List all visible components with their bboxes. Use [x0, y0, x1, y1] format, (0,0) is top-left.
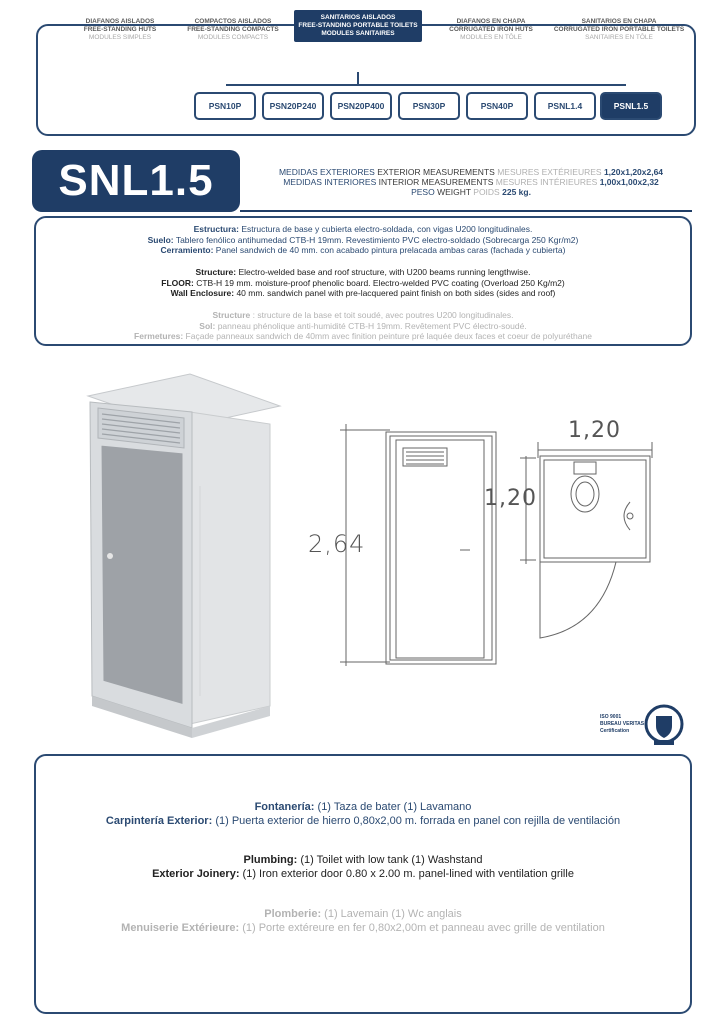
structure-es [40, 224, 686, 256]
equipment-box [34, 754, 692, 1014]
key: Exterior Joinery: [152, 868, 240, 880]
exterior-measurements [250, 167, 692, 177]
category-label-fr: SANITAIRES EN TÔLE [585, 34, 653, 41]
value: Electro-welded base and roof structure, with U200 beams running lengthwise. [236, 267, 531, 277]
bv-label: BUREAU VERITAS [600, 721, 645, 727]
key: Wall Enclosure: [170, 288, 235, 298]
cert-text [600, 714, 644, 735]
category-label-en: FREE-STANDING COMPACTS [187, 26, 279, 33]
certification-badge [596, 700, 686, 750]
key: Fontanería: [254, 801, 315, 813]
label-fr: POIDS [473, 187, 500, 197]
value: (1) Porte extéreure en fer 0,80x2,00m et panneau avec grille de ventilation [239, 922, 605, 934]
iso-label: ISO 9001 [600, 714, 622, 720]
key: Fermetures: [134, 331, 184, 341]
interior-measurements [250, 177, 692, 187]
equipment-line [40, 907, 686, 921]
value: (1) Toilet with low tank (1) Washstand [297, 854, 483, 866]
structure-line [40, 288, 686, 299]
structure-line [40, 245, 686, 256]
category-label-fr: MODULES COMPACTS [197, 34, 269, 41]
structure-line [40, 310, 686, 321]
value: CTB-H 19 mm. moisture-proof phenolic board. Electro-welded PVC coating (Overload 250 Kg/m2) [193, 277, 565, 288]
equipment-es [40, 800, 686, 828]
category-label-fr: MODULES EN TÔLE [460, 34, 522, 41]
category-corrugated-iron-huts[interactable] [429, 18, 553, 42]
label-fr: MESURES EXTÉRIEURES [497, 167, 602, 177]
key: Carpintería Exterior: [105, 815, 213, 827]
model-button-psn10p[interactable]: PSN10P [194, 92, 256, 120]
model-button-psnl14[interactable]: PSNL1.4 [534, 92, 596, 120]
structure-line [40, 235, 686, 246]
value: 1,20x1,20x2,64 [603, 167, 664, 177]
model-button-psn40p[interactable]: PSN40P [466, 92, 528, 120]
category-label-fr: MODULES SANITAIRES [321, 30, 395, 37]
key: Estructura: [193, 224, 239, 234]
product-photo [80, 366, 290, 746]
connector-line [226, 84, 626, 86]
key: Structure [212, 310, 251, 320]
value: 1,00x1,00x2,32 [599, 177, 659, 187]
value: : structure de la base et toit soudé, avec poutres U200 longitudinales. [250, 310, 514, 320]
category-label-en: CORRUGATED IRON HUTS [449, 26, 533, 33]
category-label-es: DIAFANOS EN CHAPA [456, 18, 526, 25]
equipment-line [40, 921, 686, 935]
height-dimension-label: 2,64 [308, 530, 366, 558]
equipment-line [40, 853, 686, 867]
value: (1) Taza de bater (1) Lavamano [314, 801, 472, 813]
model-title: SNL1.5 [32, 150, 240, 212]
category-label-es: SANITARIOS AISLADOS [320, 14, 396, 21]
key: Menuiserie Extérieure: [121, 922, 240, 934]
value: 225 kg. [502, 187, 531, 197]
value: Tablero fenólico antihumedad CTB-H 19mm. Revestimiento PVC electro-soldado (Sobrecarga 250 Kgr/m2) [173, 234, 579, 245]
key: FLOOR: [161, 277, 194, 288]
equipment-line [40, 800, 686, 814]
bureau-veritas-logo-icon [644, 704, 684, 746]
model-button-psn30p[interactable]: PSN30P [398, 92, 460, 120]
category-label-en: CORRUGATED IRON PORTABLE TOILETS [553, 26, 685, 33]
label-en: WEIGHT [437, 187, 471, 197]
label-es: MEDIDAS INTERIORES [283, 177, 377, 187]
value: panneau phénolique anti-humidité CTB-H 19mm. Revêtement PVC électro-soudé. [215, 320, 527, 331]
label-es: MEDIDAS EXTERIORES [278, 167, 375, 177]
label-en: INTERIOR MEASUREMENTS [378, 177, 494, 187]
value: Panel sandwich de 40 mm. con acabado pintura prelacada ambas caras (fachada y cubierta) [213, 245, 566, 255]
model-button-psn20p400[interactable]: PSN20P400 [330, 92, 392, 120]
value: (1) Iron exterior door 0.80 x 2.00 m. panel-lined with ventilation grille [239, 868, 574, 880]
model-button-psn20p240[interactable]: PSN20P240 [262, 92, 324, 120]
divider [240, 210, 692, 212]
structure-line [40, 267, 686, 278]
equipment-fr [40, 907, 686, 935]
category-label-en: FREE-STANDING HUTS [83, 26, 157, 33]
category-label-es: SANITARIOS EN CHAPA [581, 18, 657, 25]
key: Plumbing: [243, 854, 298, 866]
connector-line [357, 72, 359, 84]
key: Sol: [199, 320, 216, 331]
category-label-en: FREE-STANDING PORTABLE TOILETS [298, 22, 418, 29]
structure-line [40, 321, 686, 332]
key: Cerramiento: [160, 245, 214, 255]
label-es: PESO [411, 187, 435, 197]
category-corrugated-iron-toilets[interactable] [546, 18, 692, 42]
weight [250, 187, 692, 197]
value: (1) Lavemain (1) Wc anglais [321, 908, 462, 920]
structure-line [40, 278, 686, 289]
structure-line [40, 331, 686, 342]
value: 40 mm. sandwich panel with pre-lacquered paint finish on both sides (sides and roof) [234, 288, 556, 298]
depth-dimension-label: 1,20 [484, 486, 537, 511]
model-button-psnl15[interactable]: PSNL1.5 [600, 92, 662, 120]
value: (1) Puerta exterior de hierro 0,80x2,00 m. forrada en panel con rejilla de ventilación [212, 815, 621, 827]
equipment-en [40, 853, 686, 881]
category-label-es: DIAFANOS AISLADOS [85, 18, 155, 25]
structure-line [40, 224, 686, 235]
equipment-line [40, 867, 686, 881]
key: Structure: [195, 267, 237, 277]
category-label-fr: MODULES SIMPLES [88, 34, 152, 41]
category-free-standing-portable-toilets[interactable] [294, 10, 422, 42]
width-dimension-label: 1,20 [568, 418, 621, 443]
label-fr: MESURES INTÉRIEURES [495, 177, 598, 187]
category-label-es: COMPACTOS AISLADOS [194, 18, 272, 25]
category-free-standing-huts[interactable] [58, 18, 182, 42]
structure-en [40, 267, 686, 299]
label-en: EXTERIOR MEASUREMENTS [377, 167, 495, 177]
category-free-standing-compacts[interactable] [171, 18, 295, 42]
key: Suelo: [147, 234, 174, 245]
equipment-line [40, 814, 686, 828]
value: Façade panneaux sandwich de 40mm avec finition peinture pré laquée deux faces et coeur de polyuréthane [183, 331, 592, 341]
structure-fr [40, 310, 686, 342]
value: Estructura de base y cubierta electro-soldada, con vigas U200 longitudinales. [238, 224, 533, 234]
cert-label: Certification [600, 728, 630, 734]
key: Plomberie: [264, 908, 322, 920]
